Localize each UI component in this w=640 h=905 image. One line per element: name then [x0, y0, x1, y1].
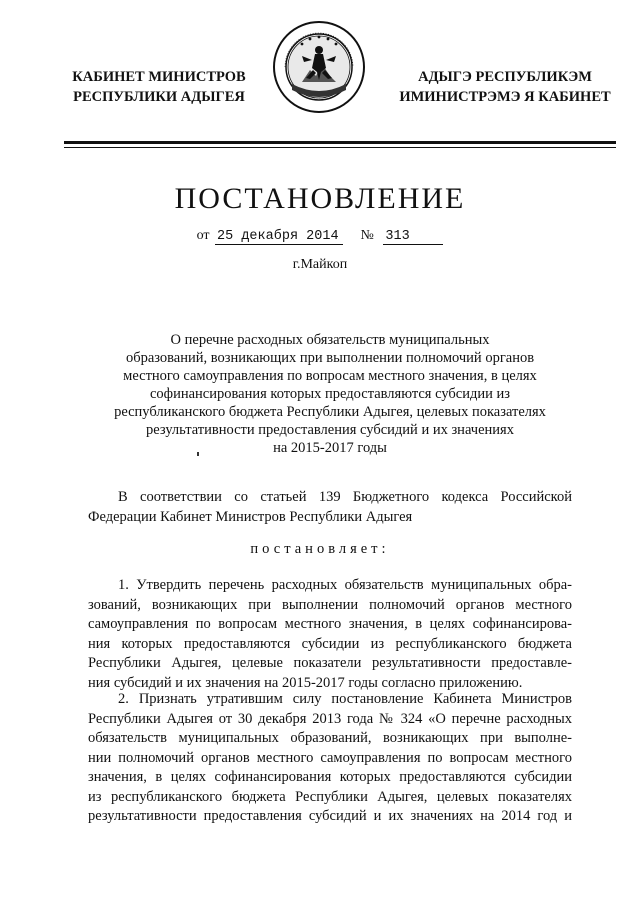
header-right-line-2: ИМИНИСТРЭМЭ Я КАБИНЕТ — [399, 89, 611, 105]
document-title: ПОСТАНОВЛЕНИЕ — [174, 182, 466, 215]
item-1-line: Республики Адыгея, целевые показатели результативности предоставле- — [88, 655, 572, 671]
item-2 — [88, 690, 572, 827]
header-divider-thin — [64, 147, 616, 148]
subject-line: на 2015-2017 годы — [273, 440, 387, 456]
subject-line: республиканского бюджета Республики Адыгея, целевых показателях — [114, 404, 546, 420]
item-2-line: из республиканского бюджета Республики Адыгея, целевых показателях — [88, 788, 572, 805]
item-1-line: самоуправления по вопросам местного значения, в целях софинансирова- — [88, 616, 572, 632]
scan-mark — [197, 452, 199, 456]
preamble — [88, 488, 572, 527]
city: г.Майкоп — [292, 257, 348, 272]
emblem-icon — [272, 20, 366, 114]
preamble-line: Федерации Кабинет Министров Республики Адыгея — [88, 508, 413, 525]
header-left-org — [64, 67, 254, 107]
item-1 — [88, 576, 572, 693]
item-1-line: зований, возникающих при выполнении полномочий органов местного — [88, 596, 572, 613]
number-label: № — [360, 228, 374, 243]
subject-line: местного самоуправления по вопросам местного значения, в целях — [123, 368, 537, 384]
item-2-line: обязательств муниципальных образований, возникающих при выполне- — [88, 730, 572, 746]
item-1-line: ния которых предоставляются субсидии из республиканского бюджета — [88, 635, 572, 652]
item-1-line: 1. Утвердить перечень расходных обязательств муниципальных обра- — [118, 577, 572, 593]
header-right-org — [390, 67, 620, 107]
header-left-line-1: КАБИНЕТ МИНИСТРОВ — [72, 69, 246, 85]
date-number-row — [0, 228, 640, 245]
item-2-line: Республики Адыгея от 30 декабря 2013 года № 324 «О перечне расходных — [88, 710, 572, 727]
subject-line: О перечне расходных обязательств муниципальных — [170, 332, 490, 348]
header-right-line-1: АДЫГЭ РЕСПУБЛИКЭМ — [418, 69, 592, 85]
item-2-line: значения, в целях софинансирования которых предоставляются субсидии — [88, 769, 572, 785]
document-date: 25 декабря 2014 — [215, 229, 343, 245]
date-prefix: от — [196, 228, 210, 243]
decree-verb: постановляет: — [250, 541, 390, 557]
subject-line: результативности предоставления субсидий и их значениях — [146, 422, 514, 438]
preamble-line: В соответствии со статьей 139 Бюджетного кодекса Российской — [118, 489, 572, 505]
item-2-line: нии полномочий органов местного самоуправления по вопросам местного — [88, 749, 572, 766]
header-divider-thick — [64, 141, 616, 144]
item-1-line: ния субсидий и их значения на 2015-2017 годы согласно приложению. — [88, 674, 523, 691]
document-subject — [90, 331, 570, 457]
item-2-line: 2. Признать утратившим силу постановление Кабинета Министров — [118, 691, 572, 707]
document-number: 313 — [383, 229, 443, 245]
header-left-line-2: РЕСПУБЛИКИ АДЫГЕЯ — [73, 89, 245, 105]
item-2-line: результативности предоставления субсидий и их значениях на 2014 год и — [88, 808, 572, 824]
subject-line: образований, возникающих при выполнении полномочий органов — [125, 350, 535, 366]
subject-line: софинансирования которых предоставляются субсидии из — [150, 386, 510, 402]
